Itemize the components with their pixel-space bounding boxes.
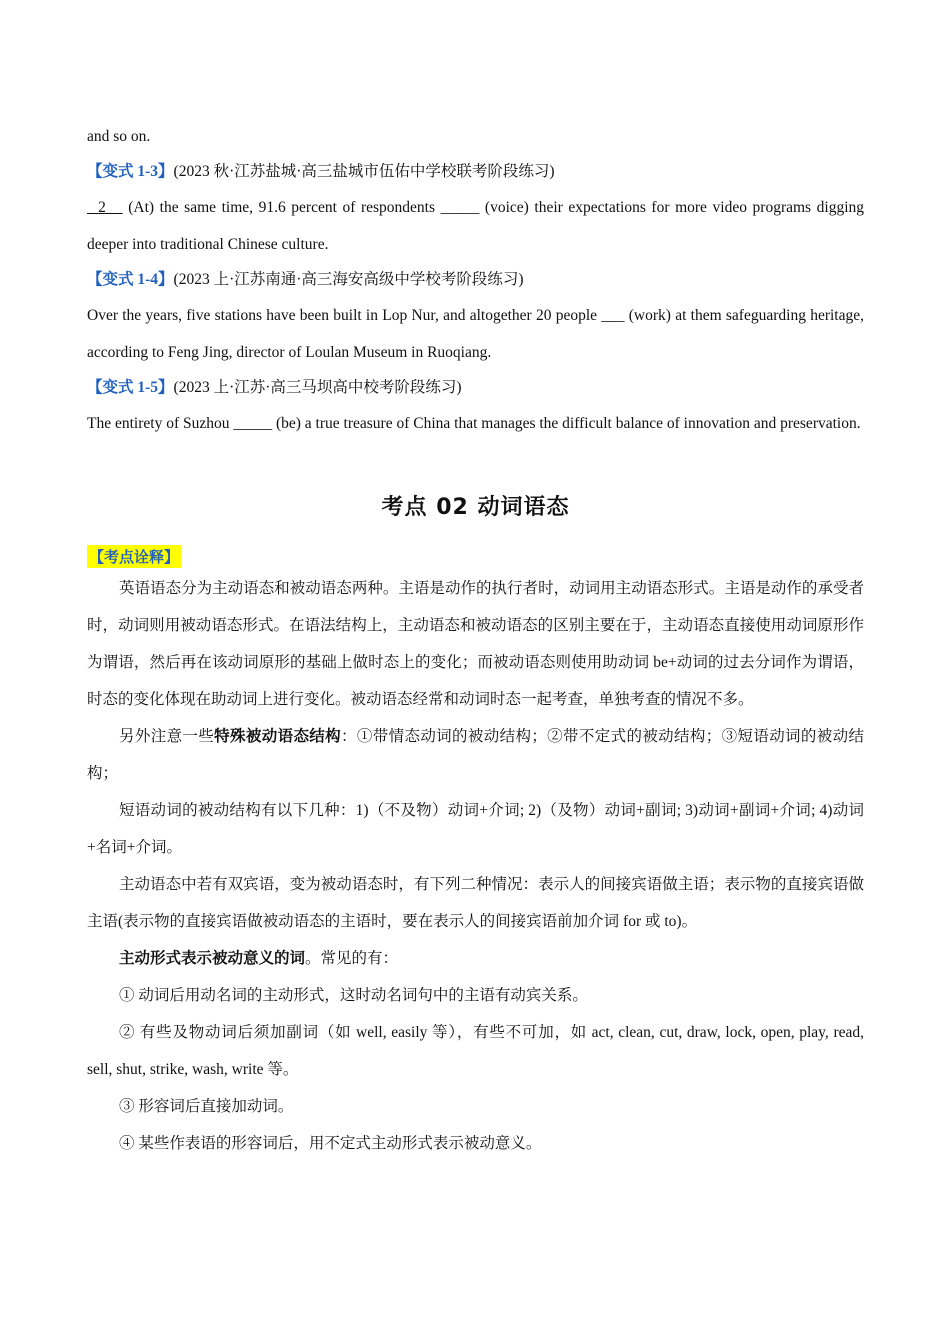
variant-1-5-text: The entirety of Suzhou _____ (be) a true treasure of China that manages the difficult balance of innovation and preservation. bbox=[87, 415, 861, 432]
variant-1-3-header bbox=[87, 155, 864, 189]
special-passive-structures: 特殊被动语态结构 bbox=[214, 728, 342, 745]
variant-1-5-tag: 【变式 1-5】 bbox=[87, 379, 174, 396]
variant-1-5-header bbox=[87, 371, 864, 405]
variant-1-3-sentence: (At) the same time, 91.6 percent of respondents _____ (voice) their expectations for more video programs digging deeper into traditional Chinese culture. bbox=[87, 199, 865, 253]
variant-1-3-tag: 【变式 1-3】 bbox=[87, 163, 174, 180]
section-tag: 【考点诠释】 bbox=[87, 545, 181, 568]
section-title: 考点 02 动词语态 bbox=[381, 495, 570, 520]
section-paragraph-2: 另外注意一些特殊被动语态结构：①带情态动词的被动结构；②带不定式的被动结构；③短语动词的被动结构； bbox=[87, 728, 864, 782]
variant-1-3-text bbox=[87, 189, 864, 263]
variant-1-4-tag: 【变式 1-4】 bbox=[87, 271, 174, 288]
list-item: ③ 形容词后直接加动词。 bbox=[119, 1098, 294, 1115]
variant-1-4-text: Over the years, five stations have been built in Lop Nur, and altogether 20 people ___ (work) at them safeguarding heritage, according to Feng Jing, director of Loulan Museum in Ruoqiang. bbox=[87, 307, 864, 361]
top-fragment: and so on. bbox=[87, 128, 151, 145]
variant-1-5-source: (2023 上·江苏·高三马坝高中校考阶段练习) bbox=[173, 379, 462, 396]
variant-1-3-source: (2023 秋·江苏盐城·高三盐城市伍佑中学校联考阶段练习) bbox=[173, 163, 555, 180]
variant-1-3-answer-blank bbox=[87, 199, 123, 216]
section-paragraph-5: 主动形式表示被动意义的词。常见的有： bbox=[119, 950, 399, 967]
section-paragraph-1: 英语语态分为主动语态和被动语态两种。主语是动作的执行者时，动词用主动语态形式。主语是动作的承受者时，动词则用被动语态形式。在语法结构上，主动语态和被动语态的区别主要在于，主动语态直接使用动词原形作为谓语，然后再在该动词原形的基础上做时态上的变化；而被动语态则使用助动词 be+动词的过去分词作为谓语，时态的变化体现在助动词上进行变化。被动语态经常和动词时态一起考查，单独考查的情况不多。 bbox=[87, 580, 864, 708]
variant-1-4-source: (2023 上·江苏南通·高三海安高级中学校考阶段练习) bbox=[173, 271, 524, 288]
list-item: ② 有些及物动词后须加副词（如 well, easily 等），有些不可加，如 act, clean, cut, draw, lock, open, play, read, sell, shut, strike, wash, write 等。 bbox=[87, 1024, 864, 1078]
section-paragraph-3: 短语动词的被动结构有以下几种：1)（不及物）动词+介词; 2)（及物）动词+副词; 3)动词+副词+介词; 4)动词+名词+介词。 bbox=[87, 802, 864, 856]
list-item: ① 动词后用动名词的主动形式，这时动名词句中的主语有动宾关系。 bbox=[119, 987, 588, 1004]
section-paragraph-4: 主动语态中若有双宾语，变为被动语态时，有下列二种情况：表示人的间接宾语做主语；表示物的直接宾语做主语(表示物的直接宾语做被动语态的主语时，要在表示人的间接宾语前加介词 for 或 to)。 bbox=[87, 876, 864, 930]
active-form-passive-meaning: 主动形式表示被动意义的词 bbox=[119, 950, 306, 967]
variant-1-4-header bbox=[87, 263, 864, 297]
document-page bbox=[87, 118, 864, 1162]
list-item: ④ 某些作表语的形容词后，用不定式主动形式表示被动意义。 bbox=[119, 1135, 542, 1152]
variant-1-3-answer: 2 bbox=[98, 199, 106, 216]
